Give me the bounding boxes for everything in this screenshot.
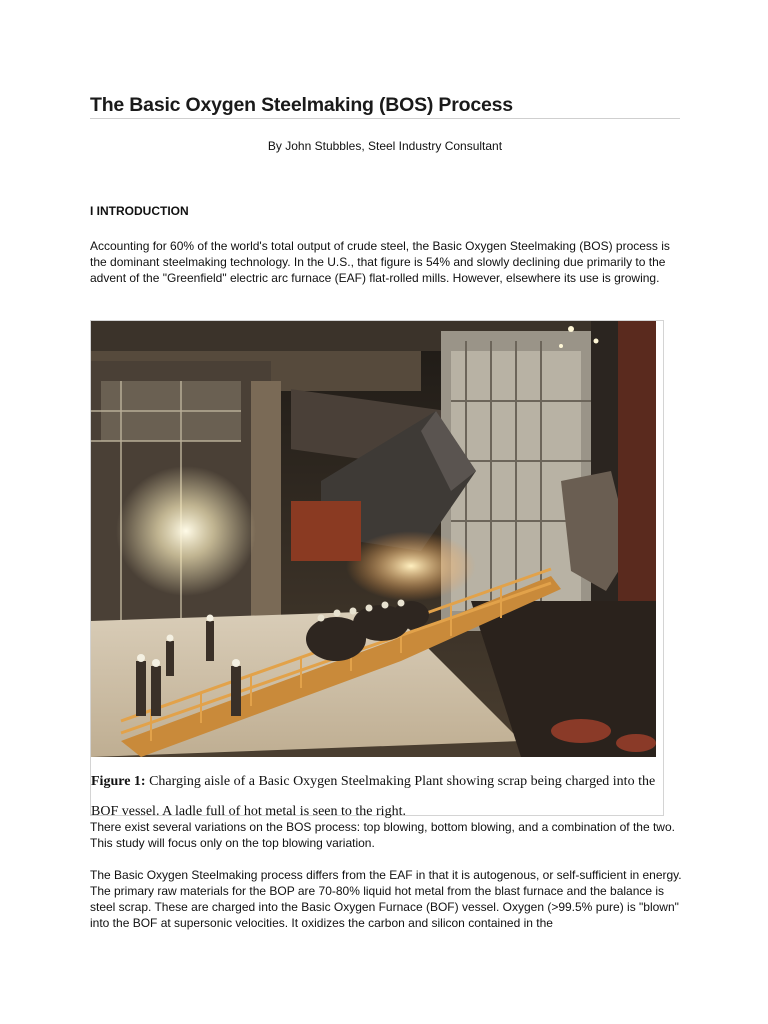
figure-caption-text: Charging aisle of a Basic Oxygen Steelmaking Plant showing scrap being charged into the BOF vessel. A ladle full of hot metal is seen to the right.: [91, 774, 656, 819]
intro-paragraph: Accounting for 60% of the world's total output of crude steel, the Basic Oxygen Steelmaking (BOS) process is the dominant steelmaking technology. In the U.S., that figure is 54% and slowly declining due primarily to the advent of the "Greenfield" electric arc furnace (EAF) flat-rolled mills. However, elsewhere its use is growing.: [90, 239, 670, 285]
title-divider: [90, 118, 680, 119]
section-heading-introduction: I INTRODUCTION: [90, 204, 189, 218]
document-title: The Basic Oxygen Steelmaking (BOS) Process: [90, 94, 513, 116]
variations-paragraph: There exist several variations on the BOS process: top blowing, bottom blowing, and a combination of the two. This study will focus only on the top blowing variation.: [90, 820, 675, 850]
figure-1: [90, 320, 664, 819]
figure-label: Figure 1:: [91, 774, 146, 789]
process-paragraph: The Basic Oxygen Steelmaking process differs from the EAF in that it is autogenous, or self-sufficient in energy. The primary raw materials for the BOP are 70-80% liquid hot metal from the blast furnace and the balance is steel scrap. These are charged into the Basic Oxygen Furnace (BOF) vessel. Oxygen (>99.5% pure) is "blown" into the BOF at supersonic velocities. It oxidizes the carbon and silicon contained in the: [90, 868, 682, 930]
steel-plant-photo: [91, 321, 656, 757]
author-byline: By John Stubbles, Steel Industry Consultant: [267, 139, 503, 153]
figure-caption: [91, 767, 661, 827]
